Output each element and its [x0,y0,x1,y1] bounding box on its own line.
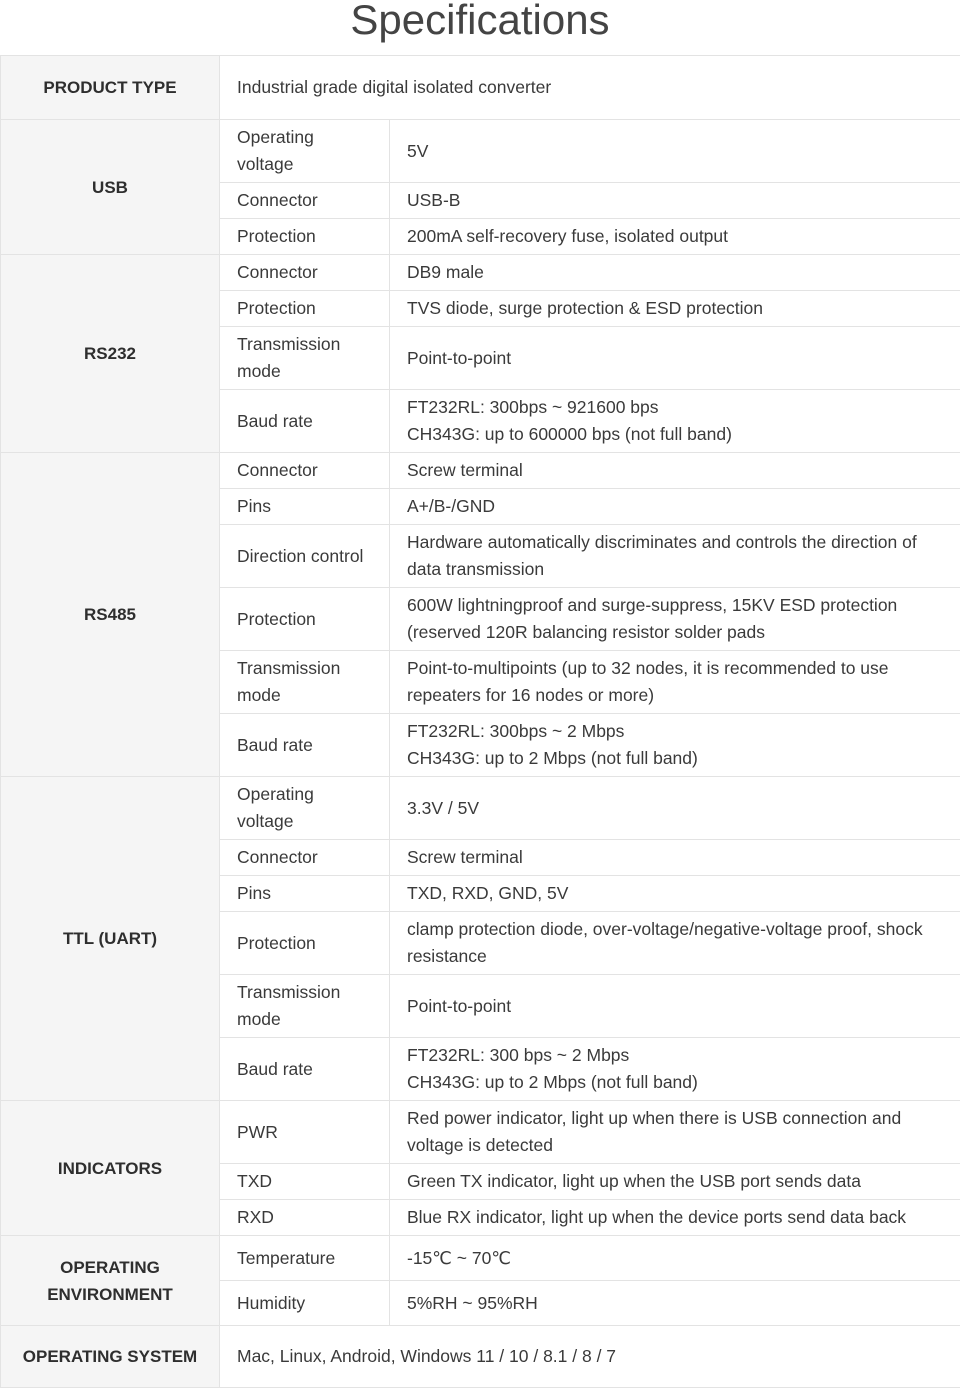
table-row [1,1326,960,1388]
spec-value-line: FT232RL: 300 bps ~ 2 Mbps [407,1045,629,1065]
spec-key: RXD [220,1200,390,1236]
spec-value: Screw terminal [390,453,960,489]
spec-value: Red power indicator, light up when there is USB connection and voltage is detected [390,1101,960,1164]
table-row [1,120,960,183]
spec-key: PWR [220,1101,390,1164]
spec-value-line: FT232RL: 300bps ~ 921600 bps [407,397,659,417]
spec-value: USB-B [390,183,960,219]
spec-value-line: CH343G: up to 600000 bps (not full band) [407,424,732,444]
spec-value: Point-to-point [390,327,960,390]
spec-value-line: CH343G: up to 2 Mbps (not full band) [407,748,698,768]
spec-key: TXD [220,1164,390,1200]
category-label: USB [1,120,220,255]
spec-key: Baud rate [220,714,390,777]
table-row [1,777,960,840]
spec-key: Protection [220,912,390,975]
page-title: Specifications [0,0,960,55]
spec-value: 200mA self-recovery fuse, isolated output [390,219,960,255]
table-row [1,56,960,120]
spec-value: 600W lightningproof and surge-suppress, 15KV ESD protection (reserved 120R balancing resistor solder pads [390,588,960,651]
spec-value [390,1038,960,1101]
category-label: TTL (UART) [1,777,220,1101]
spec-value: A+/B-/GND [390,489,960,525]
spec-value: -15℃ ~ 70℃ [390,1236,960,1281]
spec-value: 5%RH ~ 95%RH [390,1281,960,1326]
spec-value-line: CH343G: up to 2 Mbps (not full band) [407,1072,698,1092]
spec-value: Point-to-multipoints (up to 32 nodes, it is recommended to use repeaters for 16 nodes or more) [390,651,960,714]
spec-key: Humidity [220,1281,390,1326]
spec-key: Transmission mode [220,327,390,390]
table-row [1,255,960,291]
spec-key: Protection [220,219,390,255]
spec-value [390,714,960,777]
spec-value: Green TX indicator, light up when the USB port sends data [390,1164,960,1200]
spec-key: Connector [220,840,390,876]
spec-key: Transmission mode [220,651,390,714]
category-label: INDICATORS [1,1101,220,1236]
table-row [1,453,960,489]
spec-key: Baud rate [220,1038,390,1101]
spec-value: Point-to-point [390,975,960,1038]
spec-value: Mac, Linux, Android, Windows 11 / 10 / 8.1 / 8 / 7 [220,1326,960,1388]
table-row [1,1101,960,1164]
spec-value: Industrial grade digital isolated converter [220,56,960,120]
spec-key: Transmission mode [220,975,390,1038]
spec-key: Connector [220,453,390,489]
category-label: PRODUCT TYPE [1,56,220,120]
spec-key: Operating voltage [220,120,390,183]
spec-value: TVS diode, surge protection & ESD protection [390,291,960,327]
spec-key: Baud rate [220,390,390,453]
category-label: OPERATING SYSTEM [1,1326,220,1388]
category-label: RS485 [1,453,220,777]
spec-key: Connector [220,183,390,219]
category-label: RS232 [1,255,220,453]
spec-key: Operating voltage [220,777,390,840]
spec-value: 3.3V / 5V [390,777,960,840]
spec-value: DB9 male [390,255,960,291]
spec-value: Hardware automatically discriminates and controls the direction of data transmission [390,525,960,588]
spec-value: clamp protection diode, over-voltage/negative-voltage proof, shock resistance [390,912,960,975]
spec-value: Blue RX indicator, light up when the device ports send data back [390,1200,960,1236]
spec-key: Direction control [220,525,390,588]
spec-key: Protection [220,588,390,651]
spec-value [390,390,960,453]
specifications-table [0,55,960,1388]
spec-key: Pins [220,489,390,525]
spec-key: Temperature [220,1236,390,1281]
spec-key: Protection [220,291,390,327]
spec-key: Pins [220,876,390,912]
spec-value: TXD, RXD, GND, 5V [390,876,960,912]
spec-value-line: FT232RL: 300bps ~ 2 Mbps [407,721,624,741]
table-row [1,1236,960,1281]
spec-key: Connector [220,255,390,291]
spec-value: 5V [390,120,960,183]
spec-value: Screw terminal [390,840,960,876]
category-label: OPERATING ENVIRONMENT [1,1236,220,1326]
